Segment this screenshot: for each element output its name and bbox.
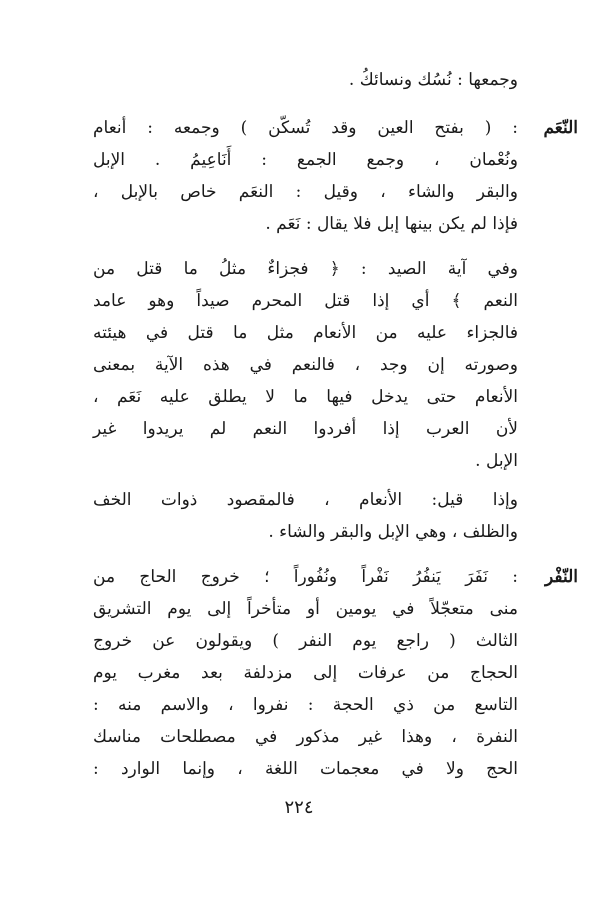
text-line: الثالث ( راجع يوم النفر ) ويقولون عن خروج (93, 631, 518, 651)
text-line: ونُعْمان ، وجمع الجمع : أَنَاعِيمُ . الإبل (93, 150, 518, 170)
text-line: والبقر والشاء ، وقيل : النعَم خاص بالإبل ، (93, 182, 518, 202)
text-line: الحجاج من عرفات إلى مزدلفة بعد مغرب يوم (93, 663, 518, 683)
text-line: وصورته إن وجد ، فالنعم في هذه الآية بمعنى (93, 355, 518, 375)
text-line: والظلف ، وهي الإبل والبقر والشاء . (268, 522, 518, 542)
text-line: وإذا قيل: الأنعام ، فالمقصود ذوات الخف (93, 490, 518, 510)
text-line: الحج ولا في معجمات اللغة ، وإنما الوارد : (93, 759, 518, 779)
entry-definition-naam (93, 112, 518, 240)
ayah-paragraph (93, 253, 518, 477)
page-number: ٢٢٤ (284, 797, 314, 818)
entry-term-naam: النّعَم (543, 118, 578, 138)
text-line: الأنعام حتى يدخل فيها ما لا يطلق عليه نَعَم ، (93, 387, 518, 407)
text-line: فالجزاء عليه من الأنعام مثل ما قتل في هيئته (93, 323, 518, 343)
text-line: وفي آية الصيد : ﴿ فجزاءٌ مثلُ ما قتل من (93, 259, 518, 279)
entry-term-nafr: النّفْر (544, 567, 578, 587)
text-line: التاسع من ذي الحجة : نفروا ، والاسم منه : (93, 695, 518, 715)
text-line: وجمعها : نُسُك ونسائكُ . (348, 70, 518, 90)
continuation-paragraph (93, 64, 518, 96)
text-line: : ( بفتح العين وقد تُسكّن ) وجمعه : أنعام (93, 118, 518, 138)
qila-paragraph (93, 484, 518, 548)
text-line: الإبل . (475, 451, 518, 471)
entry-definition-nafr (93, 561, 518, 785)
text-line: النفرة ، وهذا غير مذكور في مصطلحات مناسك (93, 727, 518, 747)
text-line: منى متعجّلاً في يومين أو متأخراً إلى يوم التشريق (93, 599, 518, 619)
text-line: : نَفَرَ يَنفُرُ نَفْراً ونُفُوراً ؛ خروج الحاج من (93, 567, 518, 587)
text-line: النعم ﴾ أي إذا قتل المحرم صيداً وهو عامد (93, 291, 518, 311)
text-line: فإذا لم يكن بينها إبل فلا يقال : نَعَم . (265, 214, 518, 234)
text-line: لأن العرب إذا أفردوا النعم لم يريدوا غير (93, 419, 518, 439)
